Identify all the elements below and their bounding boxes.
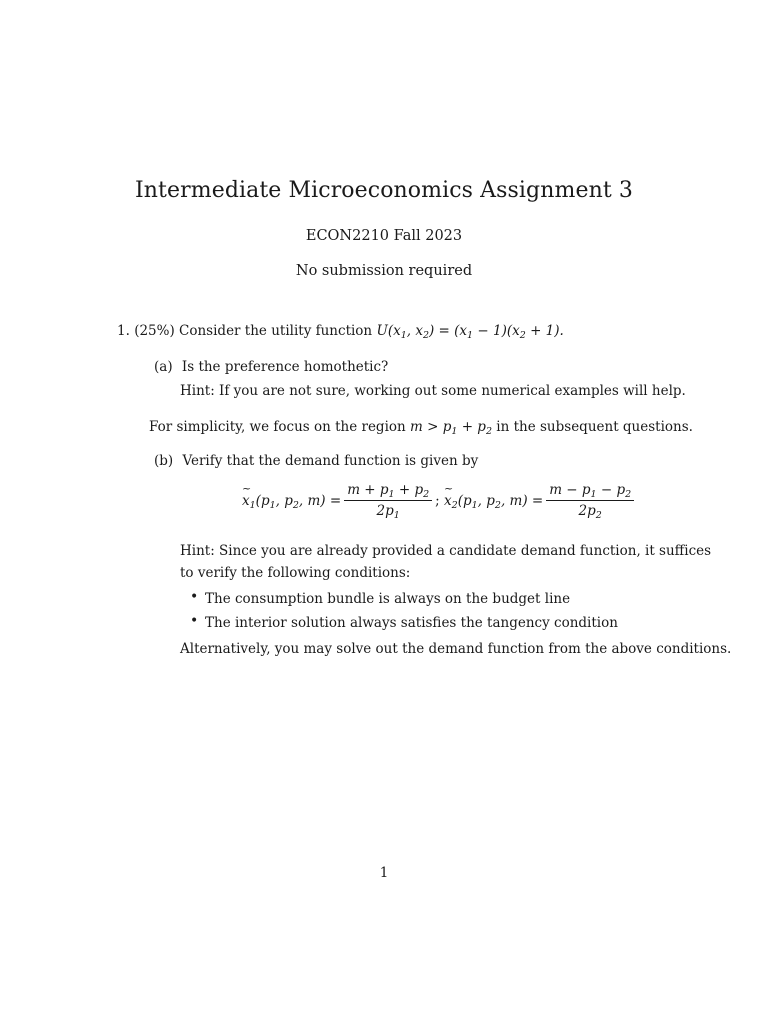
part-b-label: (b): [154, 453, 174, 469]
formula-x2-fraction: [546, 482, 634, 519]
question-intro: Consider the utility function: [179, 323, 373, 339]
question-1: [117, 322, 564, 340]
part-a-hint: Hint: If you are not sure, working out some numerical examples will help.: [180, 383, 686, 399]
region-condition: $m > p_1 + p_2$: [410, 419, 492, 437]
condition-tangency: The interior solution always satisfies the tangency condition: [205, 615, 618, 631]
part-b-alternative: Alternatively, you may solve out the demand function from the above conditions.: [180, 641, 732, 657]
formula-x1-numerator: $m + p_1 + p_2$: [344, 482, 432, 501]
document-title: Intermediate Microeconomics Assignment 3: [135, 178, 633, 203]
part-b: [154, 452, 478, 470]
formula-separator: ;: [435, 492, 445, 509]
question-weight: (25%): [134, 323, 175, 339]
part-a-question: Is the preference homothetic?: [181, 359, 389, 375]
utility-function: $U(x_1$, $x_2) = (x_1 - 1)(x_2 + 1)$.: [376, 323, 564, 341]
bullet-icon: •: [190, 589, 199, 605]
bullet-icon: •: [190, 613, 199, 629]
part-a-label: (a): [154, 359, 173, 375]
formula-x1-denominator: $2p_1$: [376, 503, 400, 521]
course-label: ECON2210 Fall 2023: [305, 228, 463, 244]
region-statement: [149, 418, 693, 436]
region-text-before: For simplicity, we focus on the region: [149, 419, 406, 435]
formula-x1-lhs: ~ $x_1(p_1$, $p_2$, m) =: [242, 493, 341, 509]
submission-note: No submission required: [295, 263, 473, 279]
part-b-question: Verify that the demand function is given by: [182, 453, 479, 469]
formula-x2-denominator: $2p_2$: [578, 503, 602, 521]
condition-budget-line: The consumption bundle is always on the budget line: [205, 591, 571, 607]
page-number: 1: [379, 865, 389, 881]
region-text-after: in the subsequent questions.: [496, 419, 693, 435]
part-b-hint-line-1: Hint: Since you are already provided a candidate demand function, it suffices: [180, 543, 712, 559]
formula-x2-lhs: ~ $x_2(p_1$, $p_2$, m) =: [444, 493, 543, 509]
part-a: [154, 358, 388, 376]
question-number: 1.: [117, 323, 130, 339]
formula-x1-fraction: [344, 482, 432, 519]
formula-x2-numerator: $m - p_1 - p_2$: [546, 482, 634, 501]
demand-formula: [242, 482, 637, 519]
part-b-hint-line-2: to verify the following conditions:: [180, 565, 411, 581]
